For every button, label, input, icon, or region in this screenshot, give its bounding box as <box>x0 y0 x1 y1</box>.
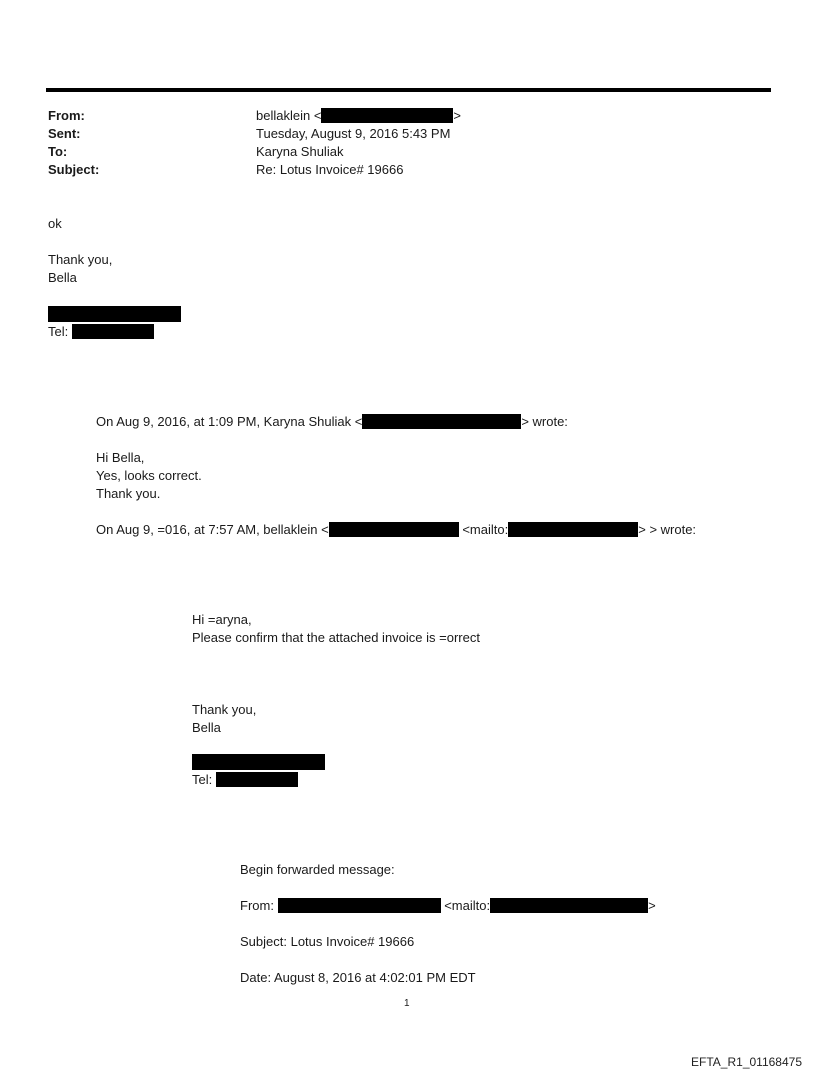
forwarded-subject: Subject: Lotus Invoice# 19666 <box>240 934 415 949</box>
to-label: To: <box>48 144 68 159</box>
redaction-box <box>321 108 453 123</box>
redaction-box <box>192 754 325 770</box>
subject-value: Re: Lotus Invoice# 19666 <box>256 162 404 177</box>
redaction-box <box>490 898 648 913</box>
from-value-prefix: bellaklein < <box>256 108 322 123</box>
reply-tel <box>48 324 154 340</box>
quote1-greeting: Hi Bella, <box>96 450 145 465</box>
redaction-box <box>216 772 298 787</box>
forwarded-date: Date: August 8, 2016 at 4:02:01 PM EDT <box>240 970 476 985</box>
quote3-closing: Thank you, <box>192 702 257 717</box>
redaction-box <box>72 324 154 339</box>
quote3-greeting: Hi =aryna, <box>192 612 252 627</box>
page-number: 1 <box>404 998 410 1009</box>
sent-label: Sent: <box>48 126 81 141</box>
quote1-attribution <box>96 414 568 430</box>
forwarded-intro: Begin forwarded message: <box>240 862 395 877</box>
redaction-box <box>329 522 459 537</box>
document-id: EFTA_R1_01168475 <box>691 1055 802 1069</box>
subject-label: Subject: <box>48 162 100 177</box>
forwarded-from <box>240 898 656 914</box>
forwarded-from-suffix: > <box>648 898 656 913</box>
forwarded-from-mid: <mailto: <box>444 898 491 913</box>
sent-value: Tuesday, August 9, 2016 5:43 PM <box>256 126 451 141</box>
from-value-suffix: > <box>453 108 461 123</box>
from-label: From: <box>48 108 85 123</box>
quote3-signature-name: Bella <box>192 720 221 735</box>
quote1-attribution-suffix: > wrote: <box>521 414 568 429</box>
quote2-attribution-prefix: On Aug 9, =016, at 7:57 AM, bellaklein < <box>96 522 329 537</box>
redaction-box <box>48 306 181 322</box>
quote1-line2: Thank you. <box>96 486 161 501</box>
redaction-box <box>278 898 441 913</box>
header-rule <box>46 88 771 92</box>
quote1-attribution-prefix: On Aug 9, 2016, at 1:09 PM, Karyna Shuliak < <box>96 414 363 429</box>
reply-closing: Thank you, <box>48 252 113 267</box>
forwarded-from-label: From: <box>240 898 274 913</box>
reply-signature-name: Bella <box>48 270 77 285</box>
redaction-box <box>362 414 521 429</box>
quote2-attribution <box>96 522 696 538</box>
from-value <box>256 108 461 124</box>
reply-tel-label: Tel: <box>48 324 69 339</box>
quote3-tel-label: Tel: <box>192 772 213 787</box>
quote3-tel <box>192 772 298 788</box>
quote3-line1: Please confirm that the attached invoice is =orrect <box>192 630 480 645</box>
quote1-line1: Yes, looks correct. <box>96 468 202 483</box>
reply-body: ok <box>48 216 62 231</box>
quote2-attribution-suffix: > > wrote: <box>638 522 697 537</box>
to-value: Karyna Shuliak <box>256 144 344 159</box>
quote2-attribution-mid: <mailto: <box>462 522 509 537</box>
redaction-box <box>508 522 638 537</box>
